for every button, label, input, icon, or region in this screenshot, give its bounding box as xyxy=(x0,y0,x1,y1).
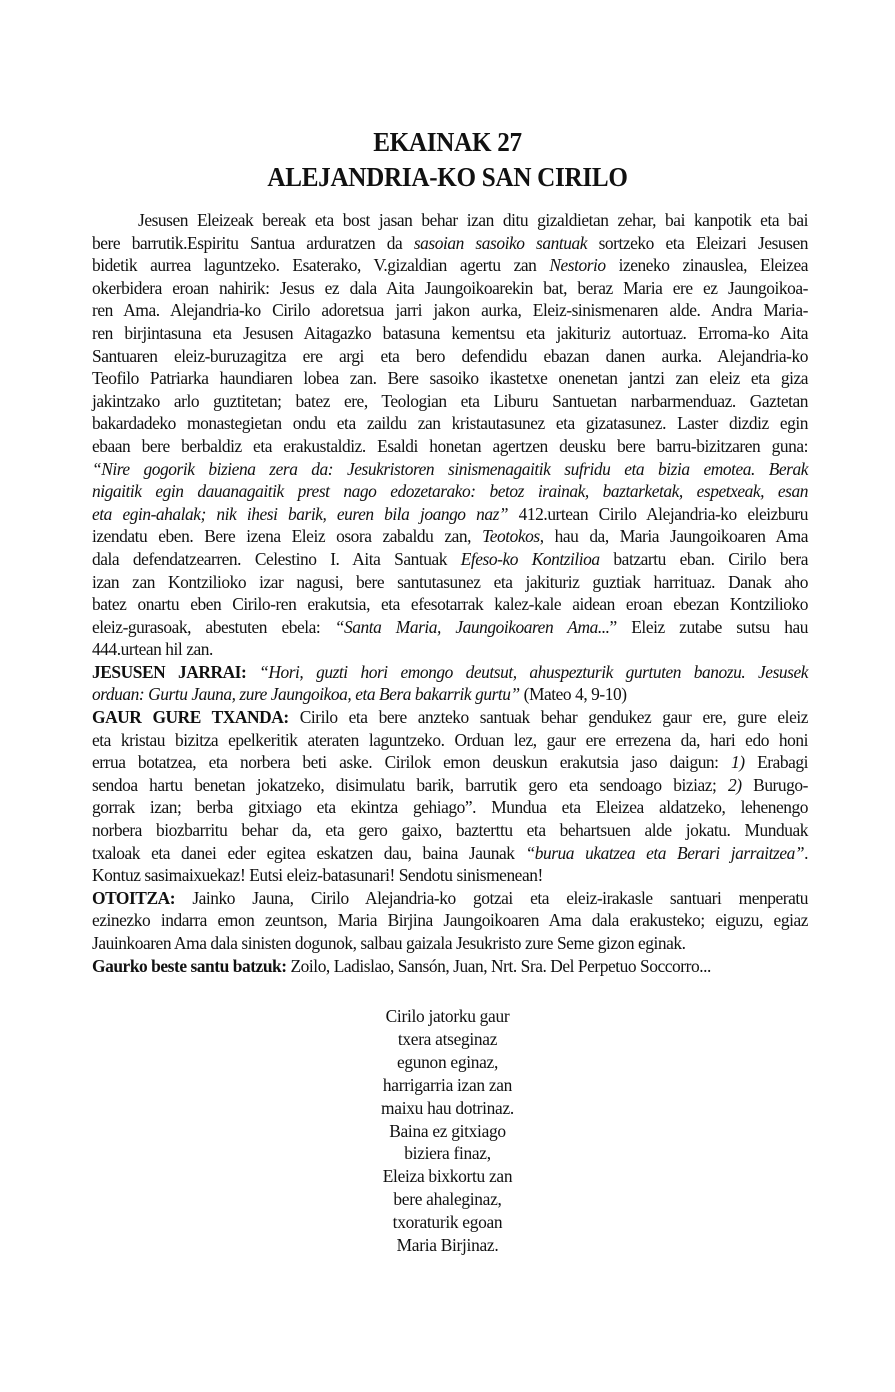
text-line xyxy=(92,412,808,435)
italic-text-run: orduan: Gurtu Jauna, zure Jaungoikoa, eta Bera bakarrik gurtu” xyxy=(92,684,520,705)
text-line xyxy=(92,571,808,594)
text-line xyxy=(92,909,808,932)
text-line xyxy=(92,638,808,661)
text-line xyxy=(92,932,808,955)
text-run: jakintzako arlo guztitetan; batez ere, Teologian eta Liburu Santuetan narbarmenduaz. Gaztetan xyxy=(92,390,808,411)
text-line xyxy=(92,254,808,277)
italic-text-run: Nestorio xyxy=(549,255,606,276)
text-run: (Mateo 4, 9-10) xyxy=(519,684,627,705)
text-line xyxy=(92,525,808,548)
text-run: ezinezko indarra emon zeuntson, Maria Birjina Jaungoikoaren Ama dala erakusteko; eiguzu, egiaz xyxy=(92,910,808,931)
text-line xyxy=(92,435,808,458)
text-run: sortzeko eta Eleizari Jesusen xyxy=(587,232,808,253)
document-body xyxy=(92,209,808,977)
italic-text-run: 2) xyxy=(727,774,742,795)
poem-line: egunon eginaz, xyxy=(396,1051,499,1072)
text-run: Santuaren eleiz-buruzagitza ere argi eta bero defendidu ebazan danen aurka. Alejandria-ko xyxy=(92,345,808,366)
text-run: sendoa hartu benetan jokatzeko, disimulatu barik, barrutik gero eta sendoago biziaz; xyxy=(92,774,728,795)
text-run: okerbidera eroan nahirik: Jesus ez dala Aita Jaungoikoarekin bat, beraz Maria ere ez Jaungoikoa- xyxy=(92,277,808,298)
text-run: batez onartu eben Cirilo-ren erakutsia, eta efesotarrak kalez-kale aidean eroan ebezan Kontzilioko xyxy=(92,594,808,615)
italic-text-run: eta egin-ahalak; nik ihesi barik, euren bila joango naz” xyxy=(92,503,509,524)
text-run: gorrak izan; berba gitxiago eta ekintza gehiago”. Mundua eta Eleizea aldatzeko, lehenengo xyxy=(92,797,808,818)
poem-line: txera atseginaz xyxy=(397,1028,498,1049)
text-line xyxy=(92,796,808,819)
text-line xyxy=(92,345,808,368)
text-run: batzartu eban. Cirilo bera xyxy=(599,548,808,569)
poem-line: txoraturik egoan xyxy=(392,1212,503,1233)
text-run: bere barrutik.Espiritu Santua arduratzen da xyxy=(92,232,414,253)
text-run: Erabagi xyxy=(744,752,808,773)
text-line xyxy=(92,458,808,481)
italic-text-run: Efeso-ko Kontzilioa xyxy=(460,548,600,569)
page-date-heading: EKAINAK 27 xyxy=(373,127,522,157)
italic-text-run: nigaitik egin dauanagaitik prest nago edozetarako: betoz irainak, baztarketak, espetxeak, esan xyxy=(92,481,808,502)
italic-text-run: 1) xyxy=(731,752,745,773)
text-line xyxy=(92,367,808,390)
saint-name-heading: ALEJANDRIA-KO SAN CIRILO xyxy=(267,162,628,192)
text-run: errua botatzea, eta norbera beti aske. Cirilok emon deuskun erakutsia jaso daigun: xyxy=(92,752,732,773)
poem-line: Eleiza bixkortu zan xyxy=(382,1166,513,1187)
gaur-gure-txanda-section xyxy=(92,706,808,887)
section-label: JESUSEN JARRAI: xyxy=(92,661,247,682)
text-line xyxy=(92,593,808,616)
section-label: Gaurko beste santu batzuk: xyxy=(92,955,287,976)
italic-text-run: sasoian sasoiko santuak xyxy=(413,232,587,253)
text-line xyxy=(92,299,808,322)
italic-text-run: Teotokos xyxy=(482,526,540,547)
text-line xyxy=(92,209,808,232)
poem-line: Baina ez gitxiago xyxy=(389,1120,506,1141)
jesusen-jarrai-section xyxy=(92,661,808,706)
poem xyxy=(0,1005,895,1257)
text-run: Jauinkoaren Ama dala sinisten dogunok, salbau gaizala Jesukristo zure Seme gizon eginak. xyxy=(92,933,686,953)
text-line xyxy=(92,955,808,978)
poem-line: Maria Birjinaz. xyxy=(396,1235,499,1256)
poem-line: harrigarria izan zan xyxy=(382,1074,513,1095)
italic-text-run: “Santa Maria, Jaungoikoaren Ama... xyxy=(334,616,610,637)
text-run: Cirilo eta bere anzteko santuak behar gendukez gaur ere, gure eleiz xyxy=(288,707,808,728)
text-run: ren birjintasuna eta Jesusen Aitagazko batasuna kementsu eta jakituriz autortuaz. Erroma-ko Aita xyxy=(92,322,808,343)
otoitza-prayer-section xyxy=(92,887,808,955)
text-line xyxy=(92,683,808,706)
text-line xyxy=(92,661,808,684)
text-run: Kontuz sasimaixuekaz! Eutsi eleiz-batasunari! Sendotu sinismenean! xyxy=(92,865,543,886)
italic-text-run: “Nire gogorik biziena zera da: Jesukristoren sinismenagaitik sufridu eta bizia emotea. Berak xyxy=(92,458,808,479)
poem-line: biziera finaz, xyxy=(404,1143,491,1164)
text-run: . xyxy=(804,842,808,863)
text-run: eta kristau bizitza epelkeritik ateraten laguntzeko. Orduan lez, gaur ere errezena da, hari edo honi xyxy=(92,729,808,750)
text-line xyxy=(92,819,808,842)
text-line xyxy=(92,232,808,255)
text-run: ” Eleiz zutabe sutsu hau xyxy=(609,616,809,637)
text-run: 444.urtean hil zan. xyxy=(92,639,213,660)
text-line xyxy=(92,503,808,526)
text-run: bidetik aurrea laguntzeko. Esaterako, V.gizaldian agertu zan xyxy=(92,255,550,276)
text-run: Burugo- xyxy=(741,774,808,795)
section-label: OTOITZA: xyxy=(92,887,176,908)
text-line xyxy=(92,322,808,345)
text-run: txaloak eta danei eder egitea eskatzen dau, baina Jaunak xyxy=(92,842,526,863)
text-line xyxy=(92,842,808,865)
text-line xyxy=(92,706,808,729)
poem-line: Cirilo jatorku gaur xyxy=(385,1006,510,1026)
text-run: Jesusen Eleizeak bereak eta bost jasan behar izan ditu gizaldietan zehar, bai kanpotik eta bai xyxy=(138,210,808,230)
text-run: 412.urtean Cirilo Alejandria-ko eleizburu xyxy=(508,503,808,524)
text-run: izan zan Kontzilioko izar nagusi, bere santutasunez eta jakituriz guztiak harrituaz. Danak aho xyxy=(92,571,808,592)
text-line xyxy=(92,751,808,774)
poem-line: maixu hau dotrinaz. xyxy=(381,1097,514,1118)
text-run: norbera biozbarritu behar da, eta gero gaixo, bazterttu eta behartsuen alde jokatu. Munduak xyxy=(92,820,808,841)
text-line xyxy=(92,480,808,503)
other-saints-section xyxy=(92,955,808,978)
text-line xyxy=(92,548,808,571)
text-line xyxy=(92,390,808,413)
text-line xyxy=(92,774,808,797)
text-line xyxy=(92,729,808,752)
text-run: ren Ama. Alejandria-ko Cirilo adoretsua jarri jakon aurka, Eleiz-sinismenaren alde. Andra Maria- xyxy=(92,300,808,321)
text-line xyxy=(92,864,808,887)
text-run: ebaan bere berbaldiz eta erakustaldiz. Esaldi honetan agertzen deusku bere barru-bizitzaren guna: xyxy=(92,435,808,456)
other-saints-list: Zoilo, Ladislao, Sansón, Juan, Nrt. Sra. Del Perpetuo Soccorro... xyxy=(286,955,711,976)
text-line xyxy=(92,887,808,910)
text-line xyxy=(92,616,808,639)
text-run: eleiz-gurasoak, abestuten ebela: xyxy=(92,616,335,637)
poem-line: bere ahaleginaz, xyxy=(393,1189,502,1210)
biography-paragraph xyxy=(92,209,808,661)
italic-text-run: “burua ukatzea eta Berari jarraitzea” xyxy=(525,842,805,863)
text-run: , hau da, Maria Jaungoikoaren Ama xyxy=(539,526,809,547)
text-run: Jainko Jauna, Cirilo Alejandria-ko gotzai eta eleiz-irakasle santuari menperatu xyxy=(175,887,808,908)
section-label: GAUR GURE TXANDA: xyxy=(92,707,289,728)
text-run: Teofilo Patriarka haundiaren lobea zan. Bere sasoiko ikastetxe onenetan jantzi zan eleiz eta giza xyxy=(92,368,808,389)
text-run: izendatu eben. Bere izena Eleiz osora zabaldu zan, xyxy=(92,526,483,547)
text-run: bakardadeko monastegietan ondu eta zaildu zan kristautasunez eta gizatasunez. Laster dizdiz egin xyxy=(92,413,808,434)
text-run: dala defendatzearren. Celestino I. Aita Santuak xyxy=(92,548,461,569)
italic-text-run: “Hori, guzti hori emongo deutsut, ahuspezturik gurtuten banozu. Jesusek xyxy=(246,661,808,682)
text-run: izeneko zinauslea, Eleizea xyxy=(605,255,808,276)
text-line xyxy=(92,277,808,300)
